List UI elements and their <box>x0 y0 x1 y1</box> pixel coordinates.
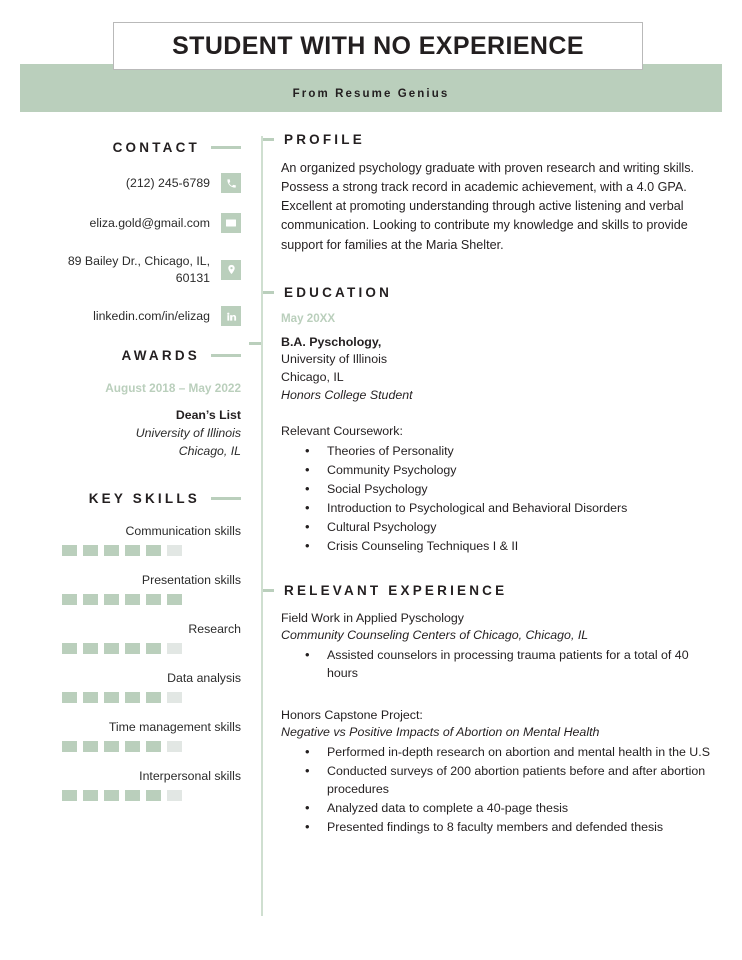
skill-item <box>20 524 241 556</box>
skill-segment <box>104 741 119 752</box>
heading-rule <box>262 589 274 592</box>
experience-bullet-list <box>281 744 712 837</box>
experience-heading <box>262 583 712 598</box>
profile-text: An organized psychology graduate with proven research and writing skills. Possess a strong track record in academic achievement, with a 4.0 GPA. Excellent at promoting understanding through active listening and verbal communication. Looking to contribute my knowledge and skills to provide support for families at the Maria Shelter. <box>281 161 695 252</box>
education-location: Chicago, IL <box>281 369 344 384</box>
skill-segment <box>104 594 119 605</box>
skill-segment <box>167 545 182 556</box>
coursework-item: • Social Psychology <box>327 481 712 499</box>
page-title: STUDENT WITH NO EXPERIENCE <box>172 31 584 60</box>
header-subtitle: From Resume Genius <box>292 88 450 100</box>
skill-segment <box>146 545 161 556</box>
skill-segment <box>125 741 140 752</box>
heading-rule <box>211 354 241 357</box>
contact-item-linkedin[interactable] <box>20 306 241 326</box>
skill-segment <box>83 594 98 605</box>
education-marker <box>249 342 261 345</box>
skill-segment <box>104 790 119 801</box>
skill-segment <box>83 741 98 752</box>
contact-heading-label: CONTACT <box>112 140 200 155</box>
skill-label: Interpersonal skills <box>139 768 241 783</box>
skill-segment <box>167 594 182 605</box>
award-organization: University of Illinois <box>135 426 241 441</box>
skill-segment <box>83 692 98 703</box>
skill-segment <box>62 692 77 703</box>
experience-bullet: • Performed in-depth research on abortion and mental health in the U.S <box>327 744 712 762</box>
skill-rating-bar <box>20 643 241 654</box>
experience-entry <box>281 610 712 683</box>
skill-segment <box>167 741 182 752</box>
envelope-icon <box>221 213 241 233</box>
skill-segment <box>125 692 140 703</box>
skill-segment <box>167 643 182 654</box>
skills-heading-label: KEY SKILLS <box>88 490 200 506</box>
main-content <box>241 132 742 838</box>
skill-segment <box>167 692 182 703</box>
skill-segment <box>62 790 77 801</box>
skill-label: Time management skills <box>108 719 241 734</box>
skill-label: Communication skills <box>125 523 241 538</box>
experience-list <box>281 610 712 837</box>
heading-rule <box>211 497 241 500</box>
skill-item <box>20 622 241 654</box>
award-title: Dean’s List <box>175 408 241 423</box>
awards-heading-label: AWARDS <box>121 348 200 364</box>
sidebar <box>0 132 241 838</box>
award-date: August 2018 – May 2022 <box>105 381 241 396</box>
name-title-box <box>113 22 643 70</box>
skill-label: Research <box>188 621 241 636</box>
skill-item <box>20 769 241 801</box>
experience-heading-label: RELEVANT EXPERIENCE <box>284 582 508 598</box>
profile-heading-label: PROFILE <box>284 132 365 147</box>
contact-email-text: eliza.gold@gmail.com <box>89 215 210 230</box>
coursework-item: • Theories of Personality <box>327 443 712 461</box>
contact-item-phone[interactable] <box>20 173 241 193</box>
heading-rule <box>262 138 274 141</box>
coursework-list <box>281 443 712 556</box>
contact-phone-text: (212) 245-6789 <box>125 175 210 190</box>
education-honors: Honors College Student <box>281 387 413 402</box>
contact-linkedin-text: linkedin.com/in/elizag <box>93 308 210 323</box>
award-location: Chicago, IL <box>178 443 241 458</box>
skill-segment <box>146 741 161 752</box>
skill-segment <box>125 545 140 556</box>
skill-rating-bar <box>20 594 241 605</box>
education-entry <box>281 334 712 404</box>
contact-item-address[interactable] <box>20 253 241 286</box>
skill-segment <box>167 790 182 801</box>
skill-segment <box>125 790 140 801</box>
skill-segment <box>83 790 98 801</box>
skill-segment <box>146 643 161 654</box>
skill-segment <box>104 545 119 556</box>
skill-item <box>20 671 241 703</box>
coursework-item: • Community Psychology <box>327 462 712 480</box>
education-school: University of Illinois <box>281 352 388 367</box>
contact-address-text: 89 Bailey Dr., Chicago, IL, 60131 <box>67 254 210 285</box>
heading-rule <box>262 291 274 294</box>
experience-bullet: • Analyzed data to complete a 40-page thesis <box>327 800 712 818</box>
skill-segment <box>125 643 140 654</box>
skill-segment <box>83 545 98 556</box>
skill-segment <box>146 790 161 801</box>
skill-label: Data analysis <box>167 670 241 685</box>
experience-bullet: • Presented findings to 8 faculty members and defended thesis <box>327 819 712 837</box>
resume-body <box>0 118 742 838</box>
skill-rating-bar <box>20 790 241 801</box>
skill-segment <box>62 545 77 556</box>
education-heading-label: EDUCATION <box>284 284 393 300</box>
experience-title: Field Work in Applied Pyschology <box>281 610 464 625</box>
skill-segment <box>104 643 119 654</box>
contact-heading <box>20 140 241 155</box>
skill-segment <box>62 741 77 752</box>
profile-heading <box>262 132 712 147</box>
column-divider <box>261 136 263 916</box>
skills-list <box>20 524 241 801</box>
skill-segment <box>83 643 98 654</box>
heading-rule <box>211 146 241 149</box>
contact-item-email[interactable] <box>20 213 241 233</box>
education-date: May 20XX <box>281 311 336 325</box>
skills-heading <box>20 491 241 506</box>
experience-title: Honors Capstone Project: <box>281 707 423 722</box>
coursework-item: • Introduction to Psychological and Behavioral Disorders <box>327 500 712 518</box>
experience-bullet-list <box>281 647 712 683</box>
map-pin-icon <box>221 260 241 280</box>
experience-subtitle: Negative vs Positive Impacts of Abortion on Mental Health <box>281 725 600 740</box>
skill-item <box>20 573 241 605</box>
skill-label: Presentation skills <box>141 572 241 587</box>
education-heading <box>262 285 712 300</box>
resume-header <box>0 0 742 118</box>
coursework-item: • Crisis Counseling Techniques I & II <box>327 538 712 556</box>
experience-bullet: • Assisted counselors in processing trauma patients for a total of 40 hours <box>327 647 712 683</box>
experience-bullet: • Conducted surveys of 200 abortion patients before and after abortion procedures <box>327 763 712 799</box>
skill-segment <box>146 594 161 605</box>
awards-heading <box>20 348 241 363</box>
experience-subtitle: Community Counseling Centers of Chicago, Chicago, IL <box>281 628 589 643</box>
coursework-item: • Cultural Psychology <box>327 519 712 537</box>
skill-segment <box>62 594 77 605</box>
award-entry <box>20 381 241 460</box>
education-degree: B.A. Pyschology, <box>281 334 382 349</box>
skill-item <box>20 720 241 752</box>
skill-rating-bar <box>20 692 241 703</box>
skill-segment <box>62 643 77 654</box>
skill-rating-bar <box>20 545 241 556</box>
experience-entry <box>281 707 712 837</box>
linkedin-icon <box>221 306 241 326</box>
skill-segment <box>125 594 140 605</box>
skill-rating-bar <box>20 741 241 752</box>
phone-icon <box>221 173 241 193</box>
skill-segment <box>146 692 161 703</box>
skill-segment <box>104 692 119 703</box>
coursework-label: Relevant Coursework: <box>281 424 403 439</box>
